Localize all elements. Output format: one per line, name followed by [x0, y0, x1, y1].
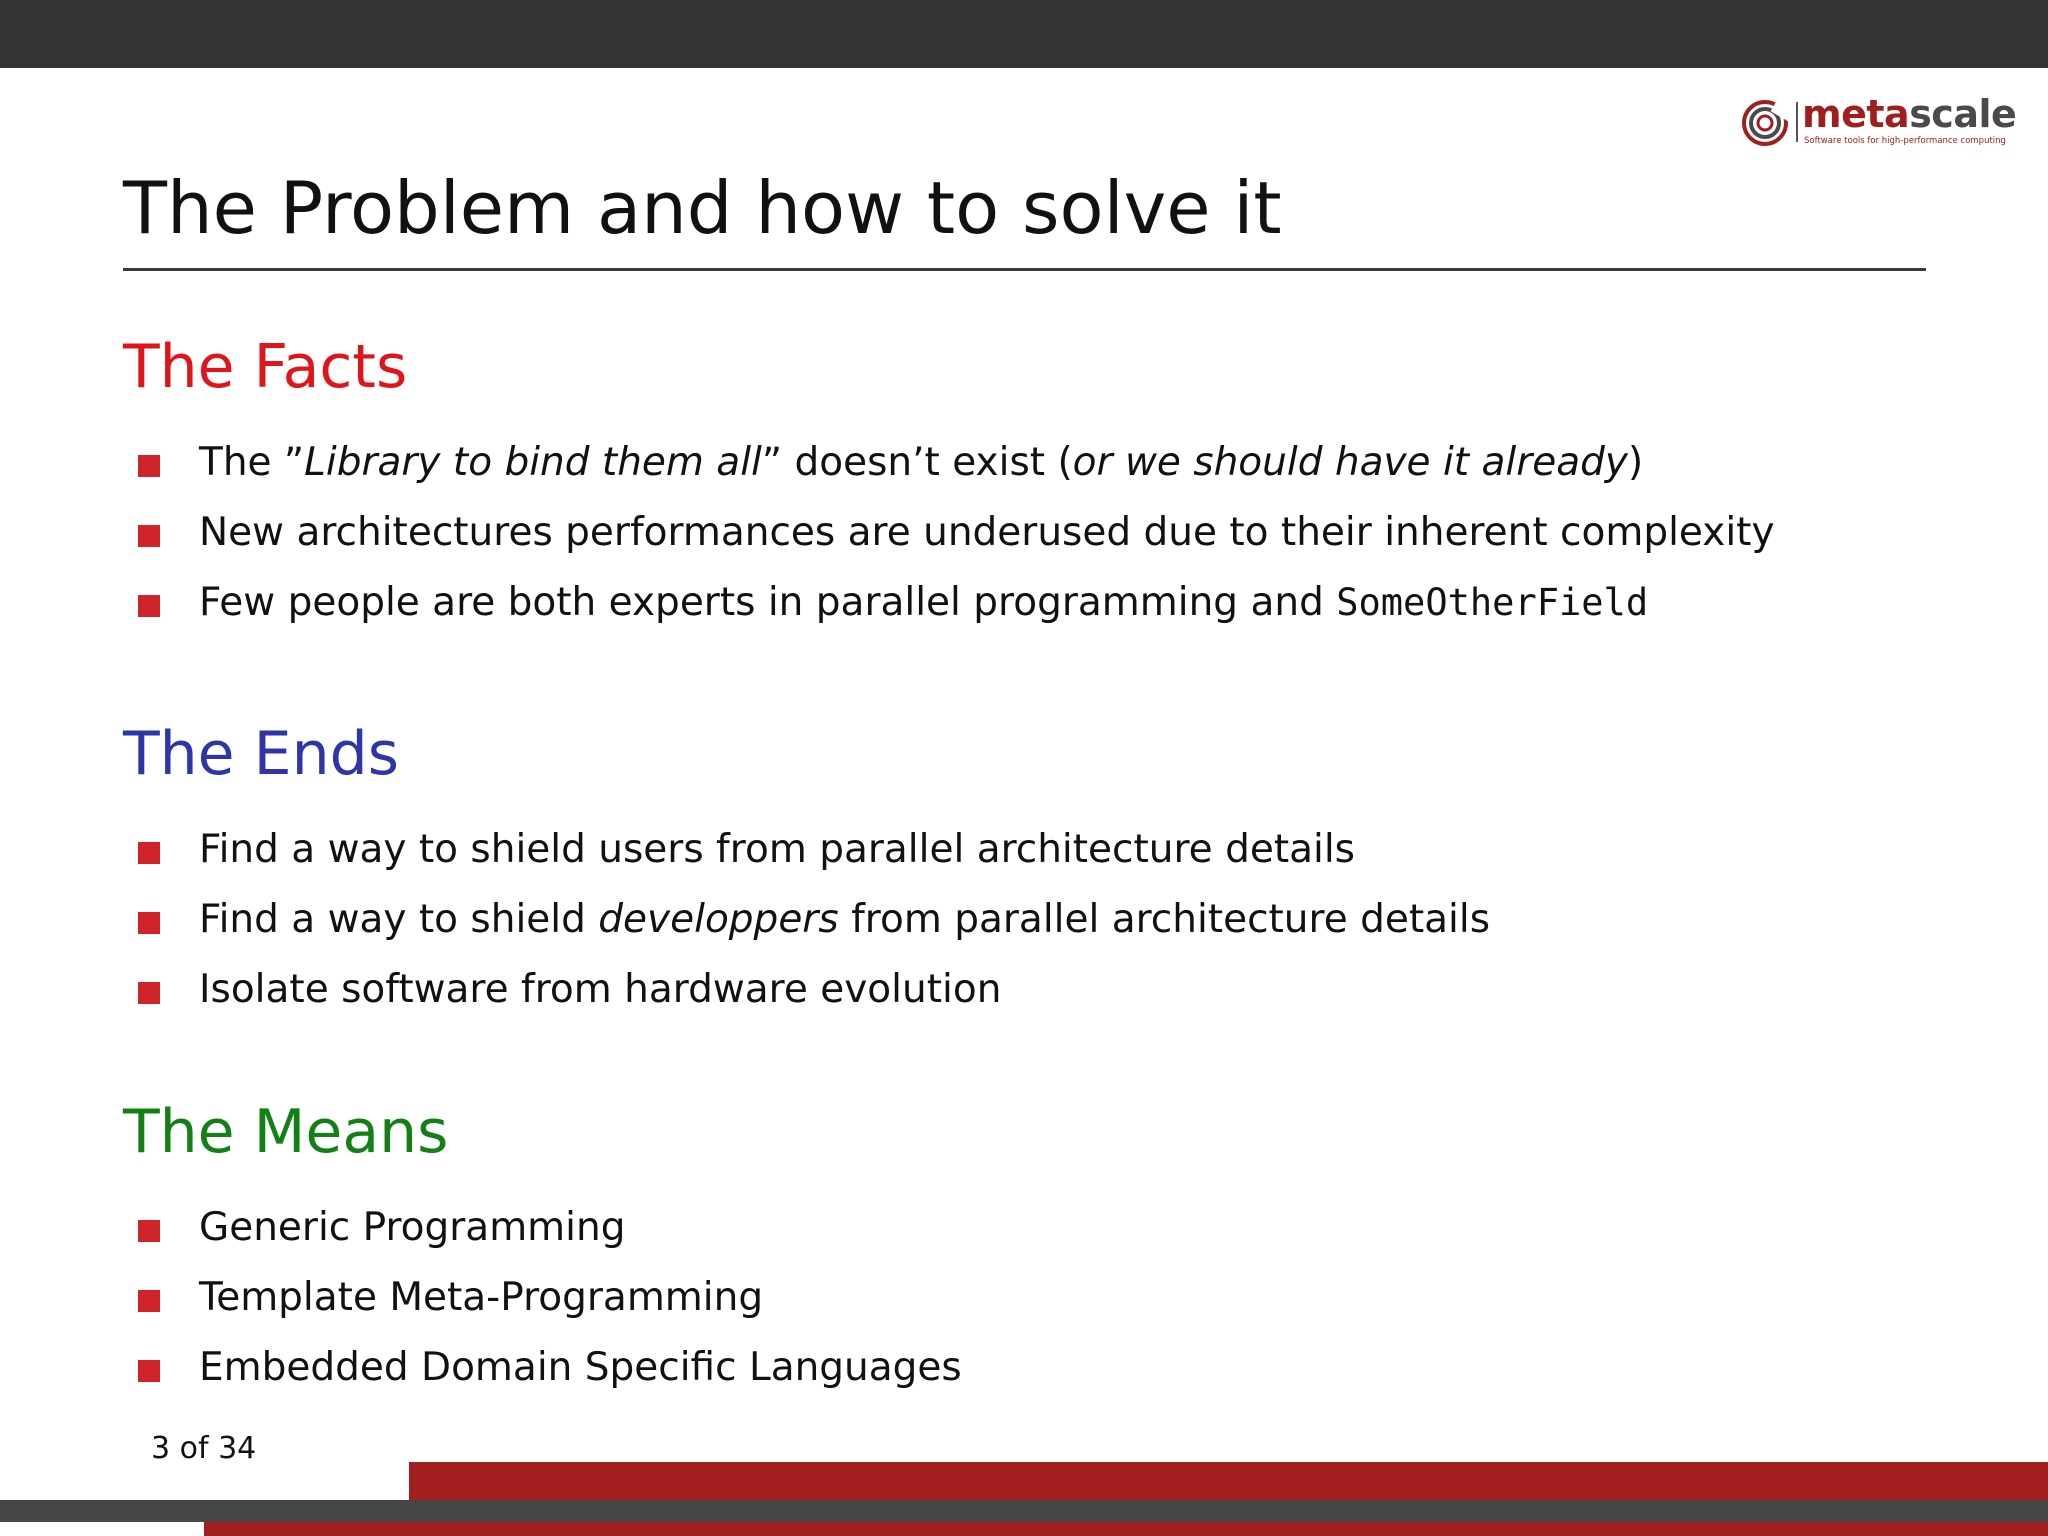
footer-red-band	[409, 1462, 2048, 1500]
bullet-item	[138, 1205, 1988, 1267]
bullet-text: Embedded Domain Specific Languages	[199, 1345, 962, 1390]
top-bar	[0, 0, 2048, 68]
bullet-text	[199, 440, 1643, 485]
bullet-item	[138, 967, 1988, 1029]
bullet-square-icon	[138, 842, 160, 864]
bullet-square-icon	[138, 912, 160, 934]
bullet-item	[138, 440, 1988, 502]
logo-word-scale: scale	[1909, 92, 2017, 136]
bullet-text-italic: developpers	[598, 897, 839, 942]
section-heading-means: The Means	[123, 1097, 449, 1167]
bullet-square-icon	[138, 982, 160, 1004]
bullet-square-icon	[138, 1360, 160, 1382]
bullet-item	[138, 1275, 1988, 1337]
bullet-text-part: from parallel architecture details	[838, 897, 1491, 942]
footer-gray-band	[0, 1500, 2048, 1522]
bullet-text-italic: Library to bind them all	[304, 440, 762, 485]
metascale-logo	[1740, 92, 2017, 152]
slide-title: The Problem and how to solve it	[123, 166, 1282, 250]
bullet-text-mono: SomeOtherField	[1336, 581, 1649, 624]
bullet-square-icon	[138, 1220, 160, 1242]
bullet-item	[138, 1345, 1988, 1407]
logo-wordmark	[1802, 92, 2016, 136]
bullet-square-icon	[138, 525, 160, 547]
bullet-square-icon	[138, 1290, 160, 1312]
bullet-square-icon	[138, 595, 160, 617]
bullet-item	[138, 580, 1988, 642]
bullet-item	[138, 510, 1988, 572]
bullet-text-part: Few people are both experts in parallel programming and	[199, 580, 1337, 625]
bullet-text	[199, 580, 1648, 625]
page-number: 3 of 34	[151, 1431, 257, 1466]
bullet-text: Find a way to shield users from parallel architecture details	[199, 827, 1356, 872]
bullet-text: New architectures performances are underused due to their inherent complexity	[199, 510, 1775, 555]
logo-word-meta: meta	[1802, 92, 1910, 136]
bullet-text-part: )	[1627, 440, 1644, 485]
bullet-item	[138, 827, 1988, 889]
logo-divider	[1796, 102, 1798, 142]
metascale-logo-icon	[1740, 98, 1790, 148]
bullet-text-part: The ”	[199, 440, 305, 485]
bullet-text: Isolate software from hardware evolution	[199, 967, 1002, 1012]
title-rule	[123, 268, 1926, 271]
section-heading-ends: The Ends	[123, 719, 399, 789]
bullet-text-italic: or we should have it already	[1072, 440, 1628, 485]
bullet-square-icon	[138, 455, 160, 477]
bullet-text: Generic Programming	[199, 1205, 626, 1250]
bullet-text: Template Meta-Programming	[199, 1275, 764, 1320]
bullet-item	[138, 897, 1988, 959]
bullet-text-part: Find a way to shield	[199, 897, 599, 942]
footer-progress-bar	[204, 1522, 2048, 1536]
bullet-text-part: ” doesn’t exist (	[761, 440, 1073, 485]
bullet-text	[199, 897, 1490, 942]
section-heading-facts: The Facts	[123, 332, 408, 402]
logo-tagline: Software tools for high-performance computing	[1804, 136, 2006, 146]
